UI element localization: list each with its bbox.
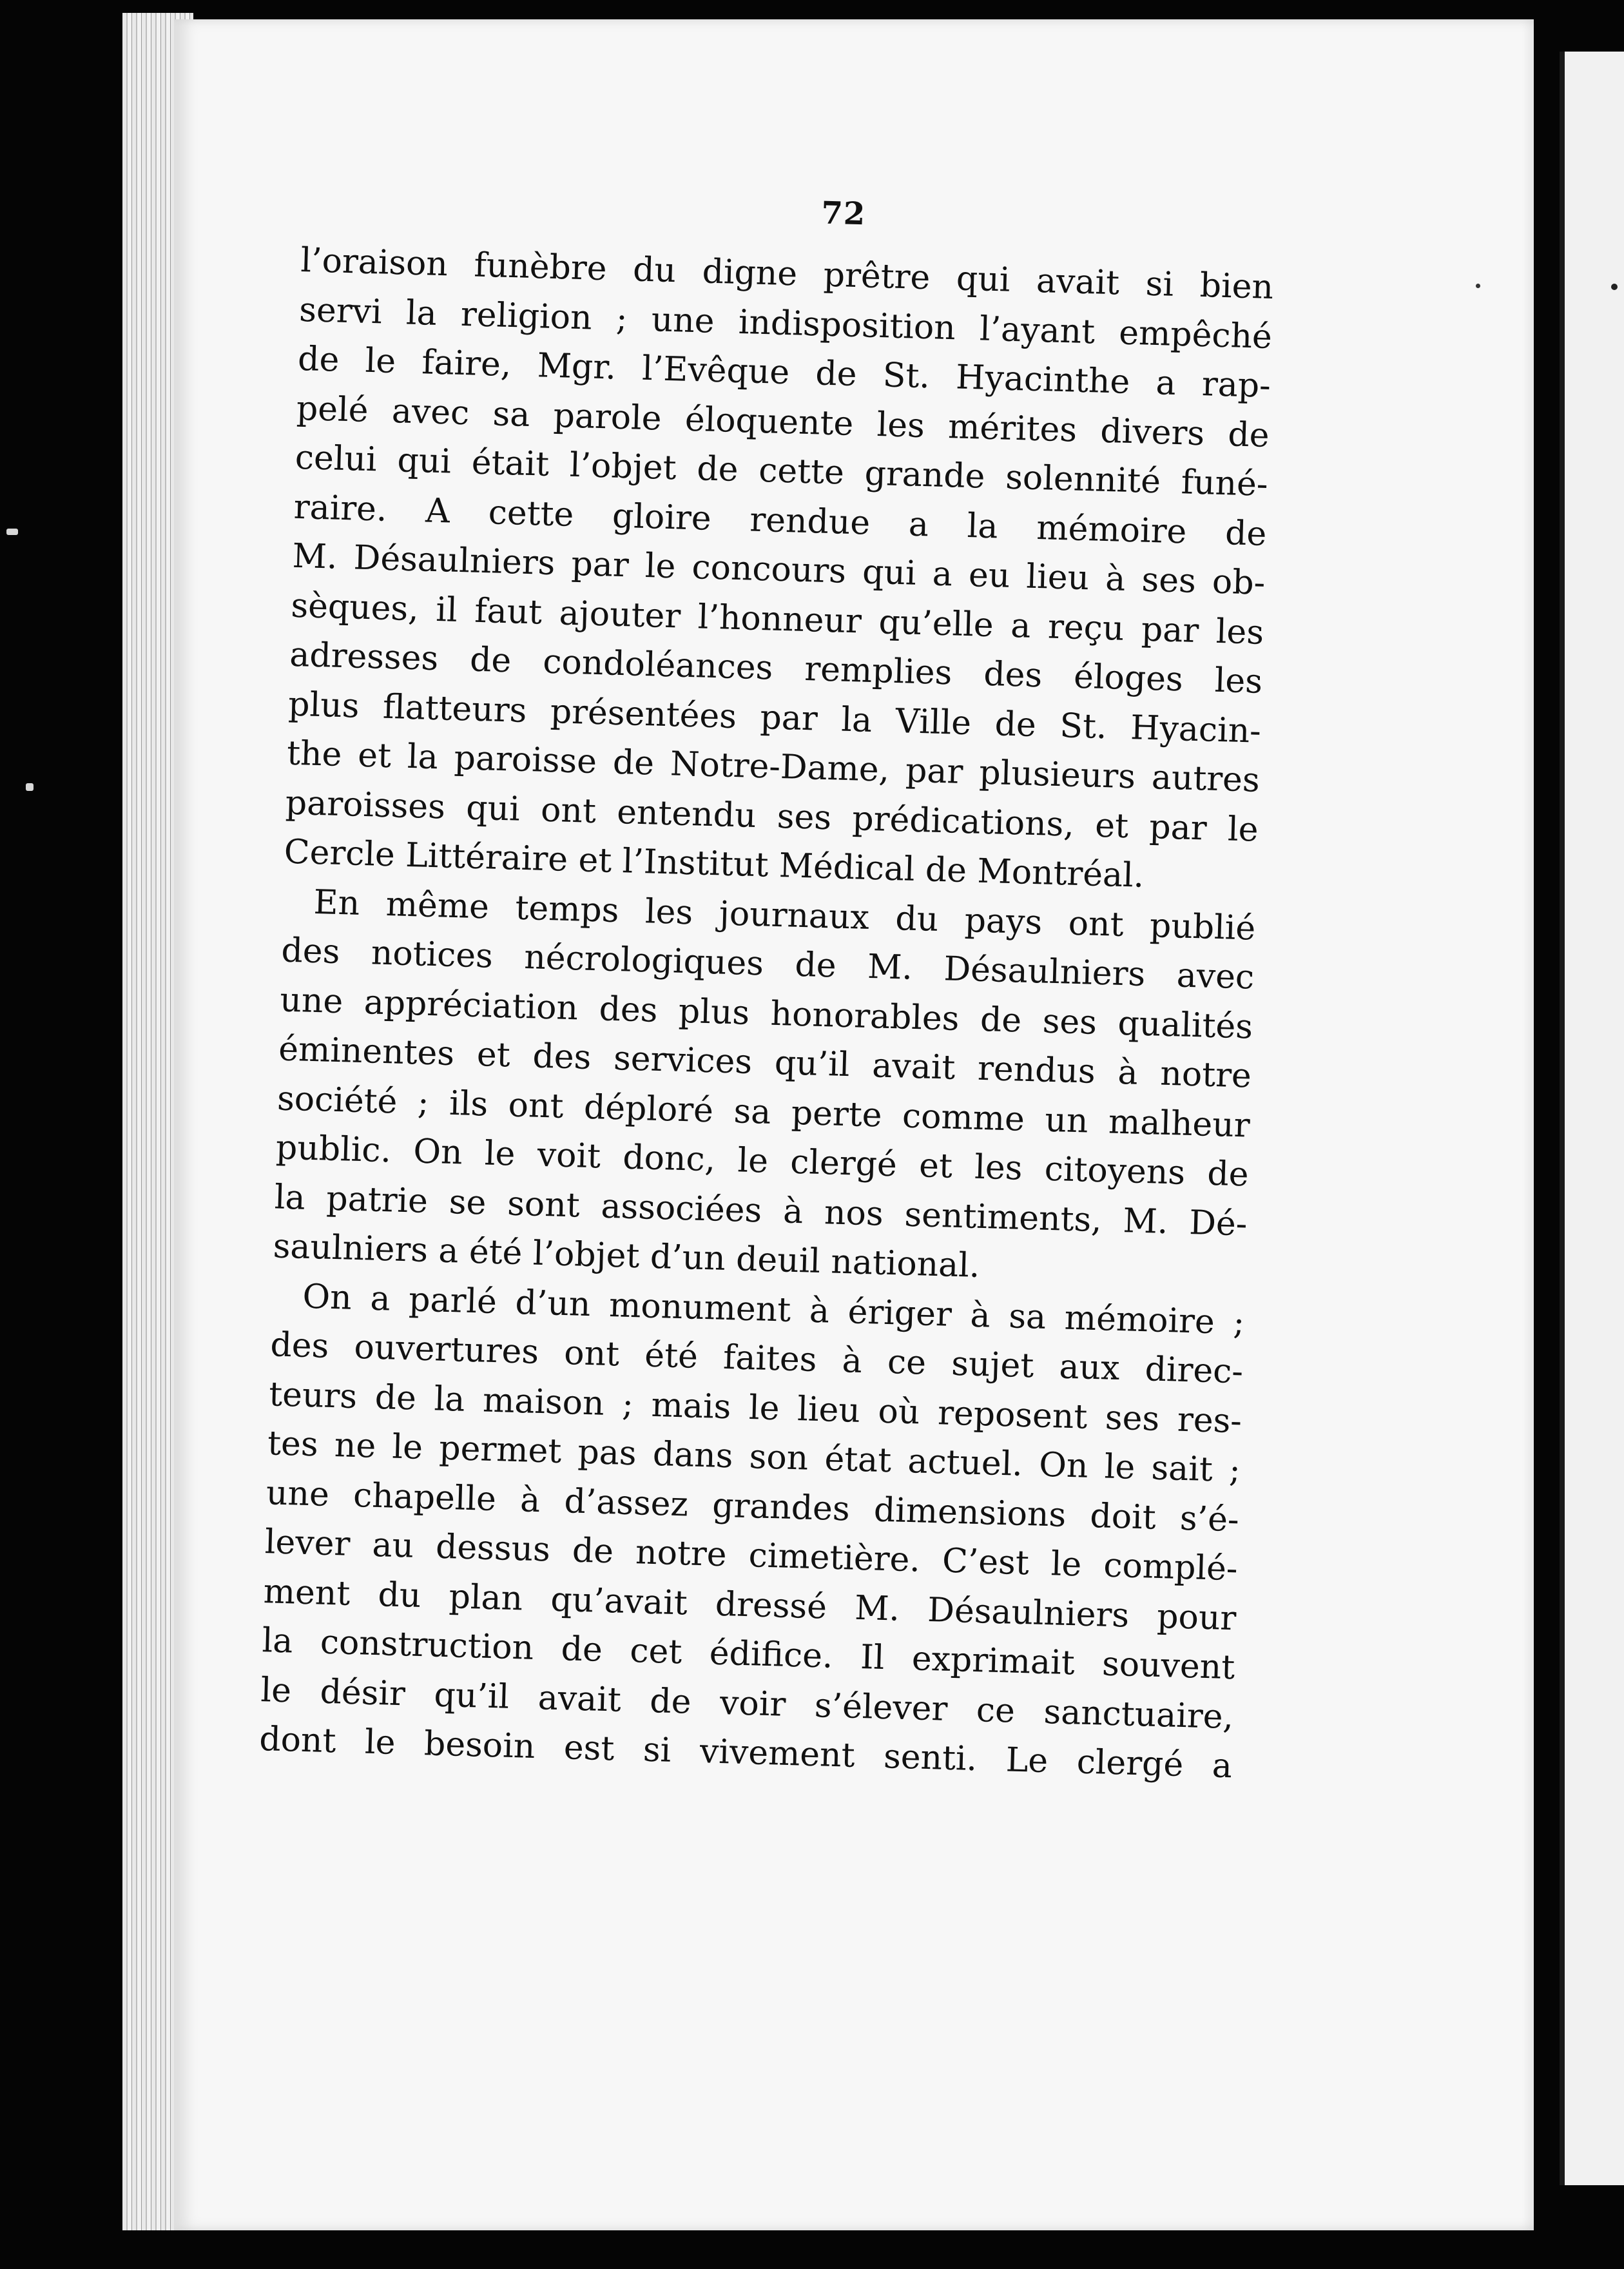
text-line: de le faire, Mgr. l’Evêque de St. Hyacinthe a rap- — [297, 339, 1271, 406]
text-line: une appréciation des plus honorables de ses qualités — [279, 980, 1253, 1047]
facing-page-speck — [1611, 284, 1618, 290]
text-line: la construction de cet édifice. Il exprimait souvent — [261, 1621, 1235, 1688]
text-line: On a parlé d’un monument à ériger à sa mémoire ; — [302, 1277, 1245, 1342]
text-line: pelé avec sa parole éloquente les mérites divers de — [296, 389, 1270, 455]
text-line: dont le besoin est si vivement senti. Le clergé a — [258, 1720, 1233, 1786]
text-line: servi la religion ; une indisposition l’ayant empêché — [298, 290, 1273, 356]
facing-page-edge — [1560, 52, 1624, 2185]
text-line: adresses de condoléances remplies des éloges les — [289, 635, 1263, 701]
edge-speck — [26, 783, 34, 791]
text-line: des notices nécrologiques de M. Désaulniers avec — [280, 931, 1255, 997]
text-line: M. Désaulniers par le concours qui a eu lieu à ses ob- — [291, 536, 1266, 603]
text-line: la patrie se sont associées à nos sentiments, M. Dé- — [274, 1177, 1248, 1244]
paragraph-3 — [258, 1271, 1245, 1791]
page-number: 72 — [820, 195, 867, 233]
text-line: société ; ils ont déploré sa perte comme un malheur — [276, 1078, 1251, 1145]
text-line: teurs de la maison ; mais le lieu où reposent ses res- — [268, 1374, 1242, 1441]
paragraph-2 — [273, 877, 1256, 1298]
paragraph-1 — [284, 236, 1274, 904]
text-line: tes ne le permet pas dans son état actuel. On le sait ; — [267, 1424, 1241, 1490]
text-line: saulniers a été l’objet d’un deuil national. — [272, 1227, 981, 1285]
text-line: ment du plan qu’avait dressé M. Désaulniers pour — [263, 1572, 1237, 1638]
text-line: le désir qu’il avait de voir s’élever ce sanctuaire, — [260, 1670, 1234, 1737]
text-line: une chapelle à d’assez grandes dimensions doit s’é- — [266, 1473, 1240, 1539]
edge-speck — [6, 529, 18, 535]
text-line: l’oraison funèbre du digne prêtre qui avait si bien — [300, 240, 1274, 307]
text-line: paroisses qui ont entendu ses prédications, et par le — [285, 783, 1259, 850]
text-line: raire. A cette gloire rendue a la mémoire de — [293, 487, 1268, 554]
text-line: sèques, il faut ajouter l’honneur qu’elle a reçu par les — [290, 586, 1264, 652]
text-line: the et la paroisse de Notre-Dame, par plusieurs autres — [286, 734, 1261, 800]
page-speck — [1476, 284, 1480, 288]
text-line: éminentes et des services qu’il avait rendus à notre — [278, 1029, 1252, 1096]
text-line: celui qui était l’objet de cette grande solennité funé- — [295, 438, 1269, 504]
text-line: plus flatteurs présentées par la Ville de St. Hyacin- — [287, 685, 1262, 751]
text-line: lever au dessus de notre cimetière. C’est le complé- — [264, 1523, 1239, 1589]
text-line: public. On le voit donc, le clergé et les citoyens de — [275, 1128, 1250, 1194]
text-line: En même temps les journaux du pays ont publié — [313, 882, 1257, 948]
text-line: Cercle Littéraire et l’Institut Médical de Montréal. — [284, 832, 1145, 895]
text-line: des ouvertures ont été faites à ce sujet aux direc- — [269, 1325, 1244, 1392]
page-text-block — [258, 180, 1275, 1791]
